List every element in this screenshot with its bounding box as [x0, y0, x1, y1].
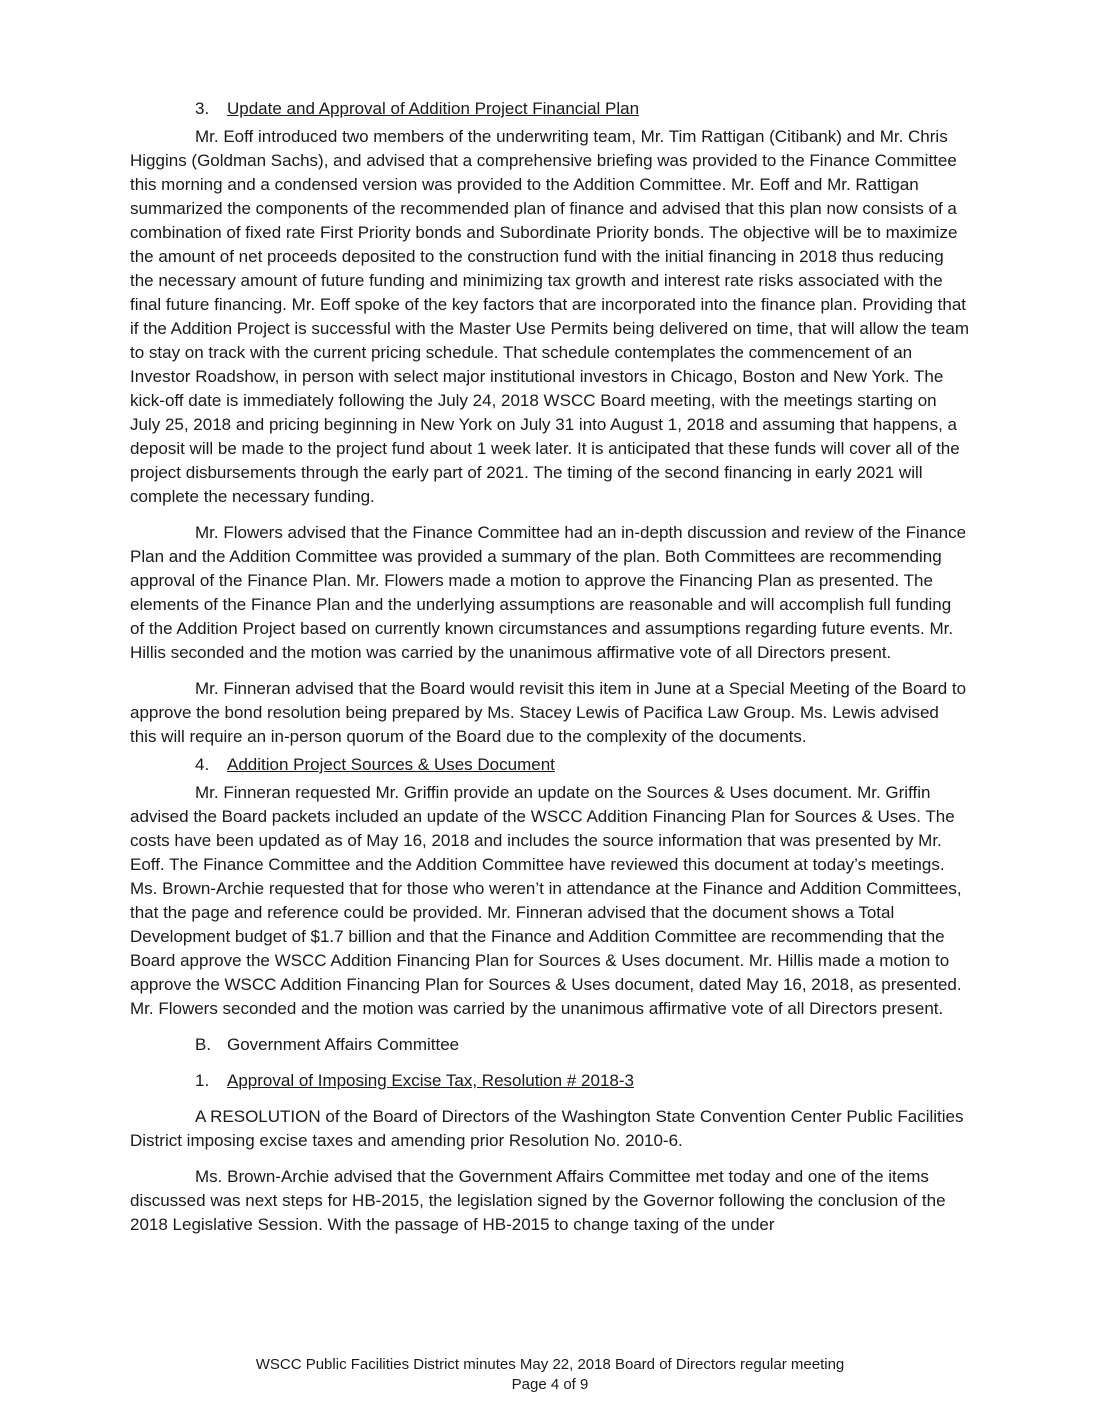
page-footer [0, 1355, 1100, 1395]
paragraph-resolution-text: A RESOLUTION of the Board of Directors of the Washington State Convention Center Public Facilities District imposing excise taxes and amending prior Resolution No. 2010-6. [130, 1107, 964, 1150]
section-number: 1. [195, 1071, 210, 1090]
section-number: 3. [195, 99, 210, 118]
section-title: Update and Approval of Addition Project Financial Plan [227, 99, 640, 118]
section-title: Government Affairs Committee [227, 1035, 460, 1054]
paragraph-sources-uses: Mr. Finneran requested Mr. Griffin provide an update on the Sources & Uses document. Mr. Griffin advised the Board packets included an update of the WSCC Addition Financing Plan for Sources & Uses. The costs have been updated as of May 16, 2018 and includes the source information that was presented by Mr. Eoff. The Finance Committee and the Addition Committee have reviewed this document at today’s meetings. Ms. Brown-Archie requested that for those who weren’t in attendance at the Finance and Addition Committees, that the page and reference could be provided. Mr. Finneran advised that the document shows a Total Development budget of $1.7 billion and that the Finance and Addition Committee are recommending that the Board approve the WSCC Addition Financing Plan for Sources & Uses document. Mr. Hillis made a motion to approve the WSCC Addition Financing Plan for Sources & Uses document, dated May 16, 2018, as presented. Mr. Flowers seconded and the motion was carried by the unanimous affirmative vote of all Directors present. [130, 783, 962, 1018]
section-heading-item-3 [130, 97, 970, 121]
paragraph-financial-plan-motion: Mr. Flowers advised that the Finance Committee had an in-depth discussion and review of the Finance Plan and the Addition Committee was provided a summary of the plan. Both Committees are recommending approval of the Finance Plan. Mr. Flowers made a motion to approve the Financing Plan as presented. The elements of the Finance Plan and the underlying assumptions are reasonable and will accomplish full funding of the Addition Project based on currently known circumstances and assumptions regarding future events. Mr. Hillis seconded and the motion was carried by the unanimous affirmative vote of all Directors present. [130, 523, 967, 662]
paragraph-government-affairs: Ms. Brown-Archie advised that the Government Affairs Committee met today and one of the items discussed was next steps for HB-2015, the legislation signed by the Governor following the conclusion of the 2018 Legislative Session. With the passage of HB-2015 to change taxing of the under [130, 1167, 946, 1234]
paragraph-financial-plan-briefing: Mr. Eoff introduced two members of the underwriting team, Mr. Tim Rattigan (Citibank) and Mr. Chris Higgins (Goldman Sachs), and advised that a comprehensive briefing was provided to the Finance Committee this morning and a condensed version was provided to the Addition Committee. Mr. Eoff and Mr. Rattigan summarized the components of the recommended plan of finance and advised that this plan now consists of a combination of fixed rate First Priority bonds and Subordinate Priority bonds. The objective will be to maximize the amount of net proceeds deposited to the construction fund with the initial financing in 2018 thus reducing the necessary amount of future funding and minimizing tax growth and interest rate risks associated with the final future financing. Mr. Eoff spoke of the key factors that are incorporated into the finance plan. Providing that if the Addition Project is successful with the Master Use Permits being delivered on time, that will allow the team to stay on track with the current pricing schedule. That schedule contemplates the commencement of an Investor Roadshow, in person with select major institutional investors in Chicago, Boston and New York. The kick-off date is immediately following the July 24, 2018 WSCC Board meeting, with the meetings starting on July 25, 2018 and pricing beginning in New York on July 31 into August 1, 2018 and assuming that happens, a deposit will be made to the project fund about 1 week later. It is anticipated that these funds will cover all of the project disbursements through the early part of 2021. The timing of the second financing in early 2021 will complete the necessary funding. [130, 127, 970, 506]
section-heading-item-4 [130, 753, 970, 777]
footer-page-number: Page 4 of 9 [511, 1376, 589, 1393]
document-body [130, 97, 970, 1249]
paragraph-bond-resolution: Mr. Finneran advised that the Board would revisit this item in June at a Special Meeting of the Board to approve the bond resolution being prepared by Ms. Stacey Lewis of Pacifica Law Group. Ms. Lewis advised this will require an in-person quorum of the Board due to the complexity of the documents. [130, 679, 967, 746]
section-title: Addition Project Sources & Uses Document [227, 755, 555, 774]
section-number: B. [195, 1035, 212, 1054]
section-number: 4. [195, 755, 210, 774]
section-heading-item-b [130, 1033, 970, 1057]
footer-meeting-line: WSCC Public Facilities District minutes May 22, 2018 Board of Directors regular meeting [255, 1356, 845, 1373]
section-heading-item-b1 [130, 1069, 970, 1093]
section-title: Approval of Imposing Excise Tax, Resolution # 2018-3 [227, 1071, 634, 1090]
